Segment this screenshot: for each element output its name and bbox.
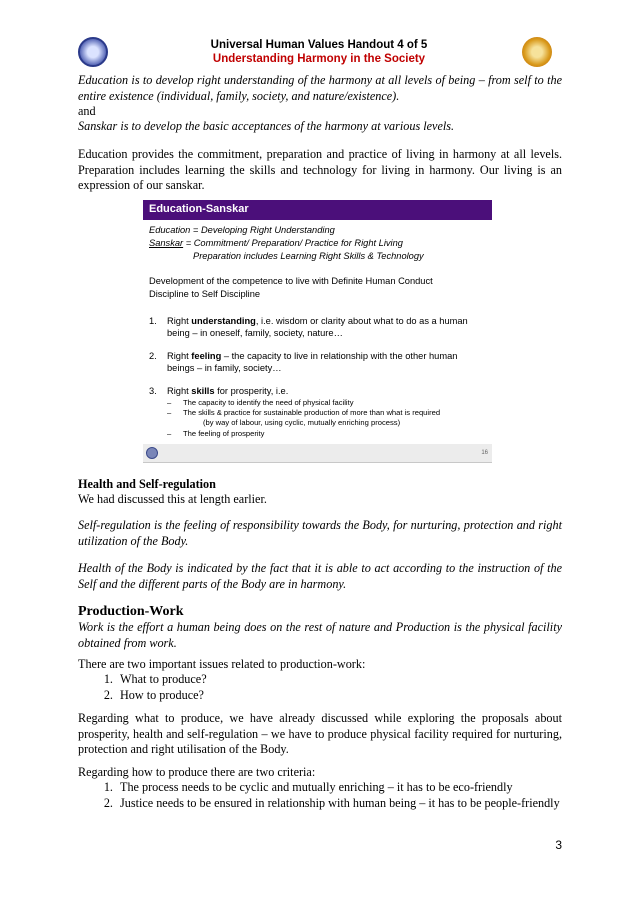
slide-line-sanskar: Sanskar = Commitment/ Preparation/ Practice for Right Living: [149, 238, 403, 248]
list-item: 2. Justice needs to be ensured in relationship with human being – it has to be people-friendly: [116, 796, 562, 812]
education-sanskar-slide: [143, 200, 492, 463]
slide-sub-3: The feeling of prosperity: [183, 429, 265, 438]
slide-footer-logo: [146, 447, 158, 459]
health-of-body-definition: Health of the Body is indicated by the fact that it is able to act according to the instruction of the Self and the different parts of the Body are in harmony.: [78, 561, 562, 591]
slide-point-3: Right skills for prosperity, i.e.: [167, 386, 289, 396]
slide-point-1: Right understanding, i.e. wisdom or clarity about what to do as a human: [167, 316, 468, 326]
slide-point-2-cont: beings – in family, society…: [167, 363, 282, 373]
what-to-produce-paragraph: Regarding what to produce, we have already discussed while exploring the proposals about prosperity, health and self-regulation – we have to produce physical facility required for nurturing, protection and right utilisation of the Body.: [78, 711, 562, 756]
slide-point-1-cont: being – in oneself, family, society, nature…: [167, 328, 343, 338]
health-line: We had discussed this at length earlier.: [78, 492, 267, 506]
how-to-produce-intro: Regarding how to produce there are two criteria:: [78, 765, 316, 779]
slide-title: Education-Sanskar: [149, 203, 249, 215]
self-regulation-definition: Self-regulation is the feeling of responsibility towards the Body, for nurturing, protection and right utilization of the Body.: [78, 518, 562, 548]
sanskar-definition: Sanskar is to develop the basic acceptances of the harmony at various levels.: [78, 119, 455, 133]
slide-dash-2: –: [167, 408, 172, 417]
production-heading: Production-Work: [78, 604, 184, 619]
slide-dash-3: –: [167, 429, 172, 438]
slide-point-2: Right feeling – the capacity to live in relationship with the other human: [167, 351, 458, 361]
criteria-list: [78, 780, 562, 811]
slide-line-education: Education = Developing Right Understanding: [149, 225, 335, 235]
document-subtitle: Understanding Harmony in the Society: [212, 53, 426, 65]
slide-development-line: Development of the competence to live with Definite Human Conduct: [149, 276, 433, 286]
and-text: and: [78, 104, 96, 118]
list-item: 1. The process needs to be cyclic and mutually enriching – it has to be eco-friendly: [116, 780, 562, 796]
education-paragraph: Education provides the commitment, preparation and practice of living in harmony at all levels. Preparation includes learning the skills and technology for living in harmony. Our living is an expression of our sanskar.: [78, 147, 562, 192]
slide-sub-2-cont: (by way of labour, using cyclic, mutually enriching process): [203, 418, 401, 427]
document-title: Universal Human Values Handout 4 of 5: [210, 39, 428, 51]
list-item: 1. What to produce?: [116, 672, 562, 688]
slide-page-number: 16: [481, 450, 488, 456]
aicte-logo-right: [522, 37, 552, 67]
health-heading: Health and Self-regulation: [78, 477, 216, 491]
slide-sub-2: The skills & practice for sustainable production of more than what is required: [183, 408, 441, 417]
slide-line-preparation: Preparation includes Learning Right Skills & Technology: [193, 251, 424, 261]
slide-dash-1: –: [167, 398, 172, 407]
slide-point-3-number: 3.: [149, 386, 157, 396]
slide-discipline-line: Discipline to Self Discipline: [149, 289, 261, 299]
slide-footer-bar: [143, 444, 492, 462]
list-item: 2. How to produce?: [116, 688, 562, 704]
education-definition: Education is to develop right understanding of the harmony at all levels of being – from self to the entire existence (individual, family, society, and nature/existence).: [78, 73, 562, 103]
issues-list: [78, 672, 562, 703]
page-number: 3: [555, 838, 562, 852]
slide-point-1-number: 1.: [149, 316, 157, 326]
slide-sub-1: The capacity to identify the need of physical facility: [183, 398, 354, 407]
work-definition: Work is the effort a human being does on the rest of nature and Production is the physical facility obtained from work.: [78, 620, 562, 650]
slide-point-2-number: 2.: [149, 351, 157, 361]
issues-intro: There are two important issues related to production-work:: [78, 657, 366, 671]
